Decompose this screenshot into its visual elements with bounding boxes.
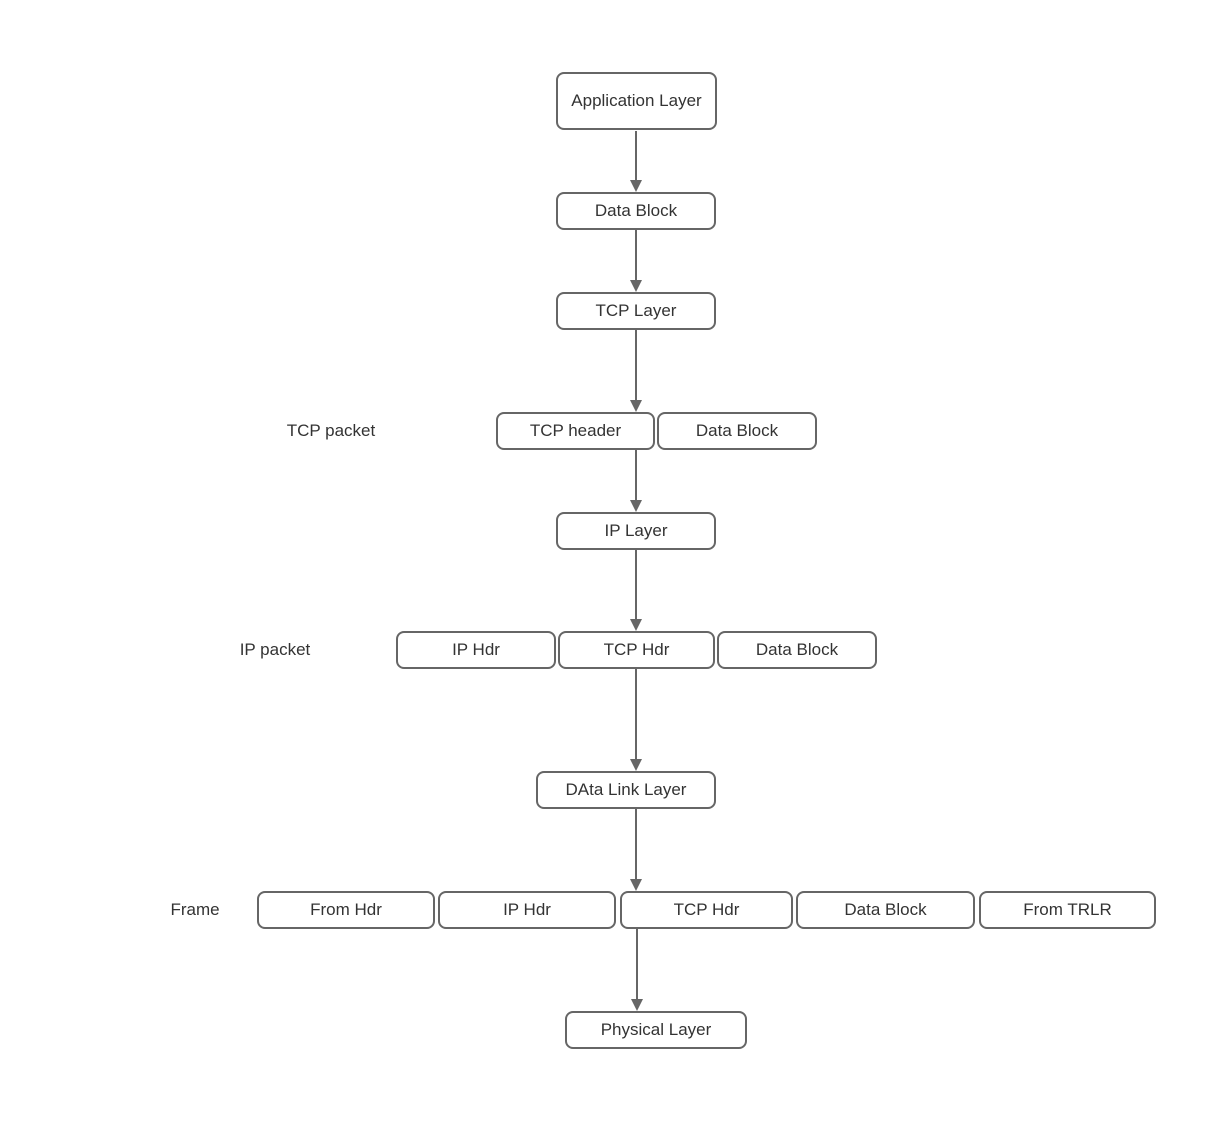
frame-row-label: Frame [170, 900, 220, 919]
frame-datablock-box: Data Block [796, 891, 975, 929]
tcp-layer-box: TCP Layer [556, 292, 716, 330]
tcp-packet-datablock-box: Data Block [657, 412, 817, 450]
physical-layer-box: Physical Layer [565, 1011, 747, 1049]
ip-layer-box: IP Layer [556, 512, 716, 550]
tcp-packet-row-label: TCP packet [286, 421, 376, 440]
frame-fromhdr-box: From Hdr [257, 891, 435, 929]
ip-packet-row-label: IP packet [239, 640, 311, 659]
ip-packet-iphdr-box: IP Hdr [396, 631, 556, 669]
data-link-layer-box: DAta Link Layer [536, 771, 716, 809]
tcp-packet-header-box: TCP header [496, 412, 655, 450]
frame-iphdr-box: IP Hdr [438, 891, 616, 929]
application-layer-box: Application Layer [556, 72, 717, 130]
frame-tcphdr-box: TCP Hdr [620, 891, 793, 929]
ip-packet-tcphdr-box: TCP Hdr [558, 631, 715, 669]
data-block-box: Data Block [556, 192, 716, 230]
frame-fromtrlr-box: From TRLR [979, 891, 1156, 929]
ip-packet-datablock-box: Data Block [717, 631, 877, 669]
